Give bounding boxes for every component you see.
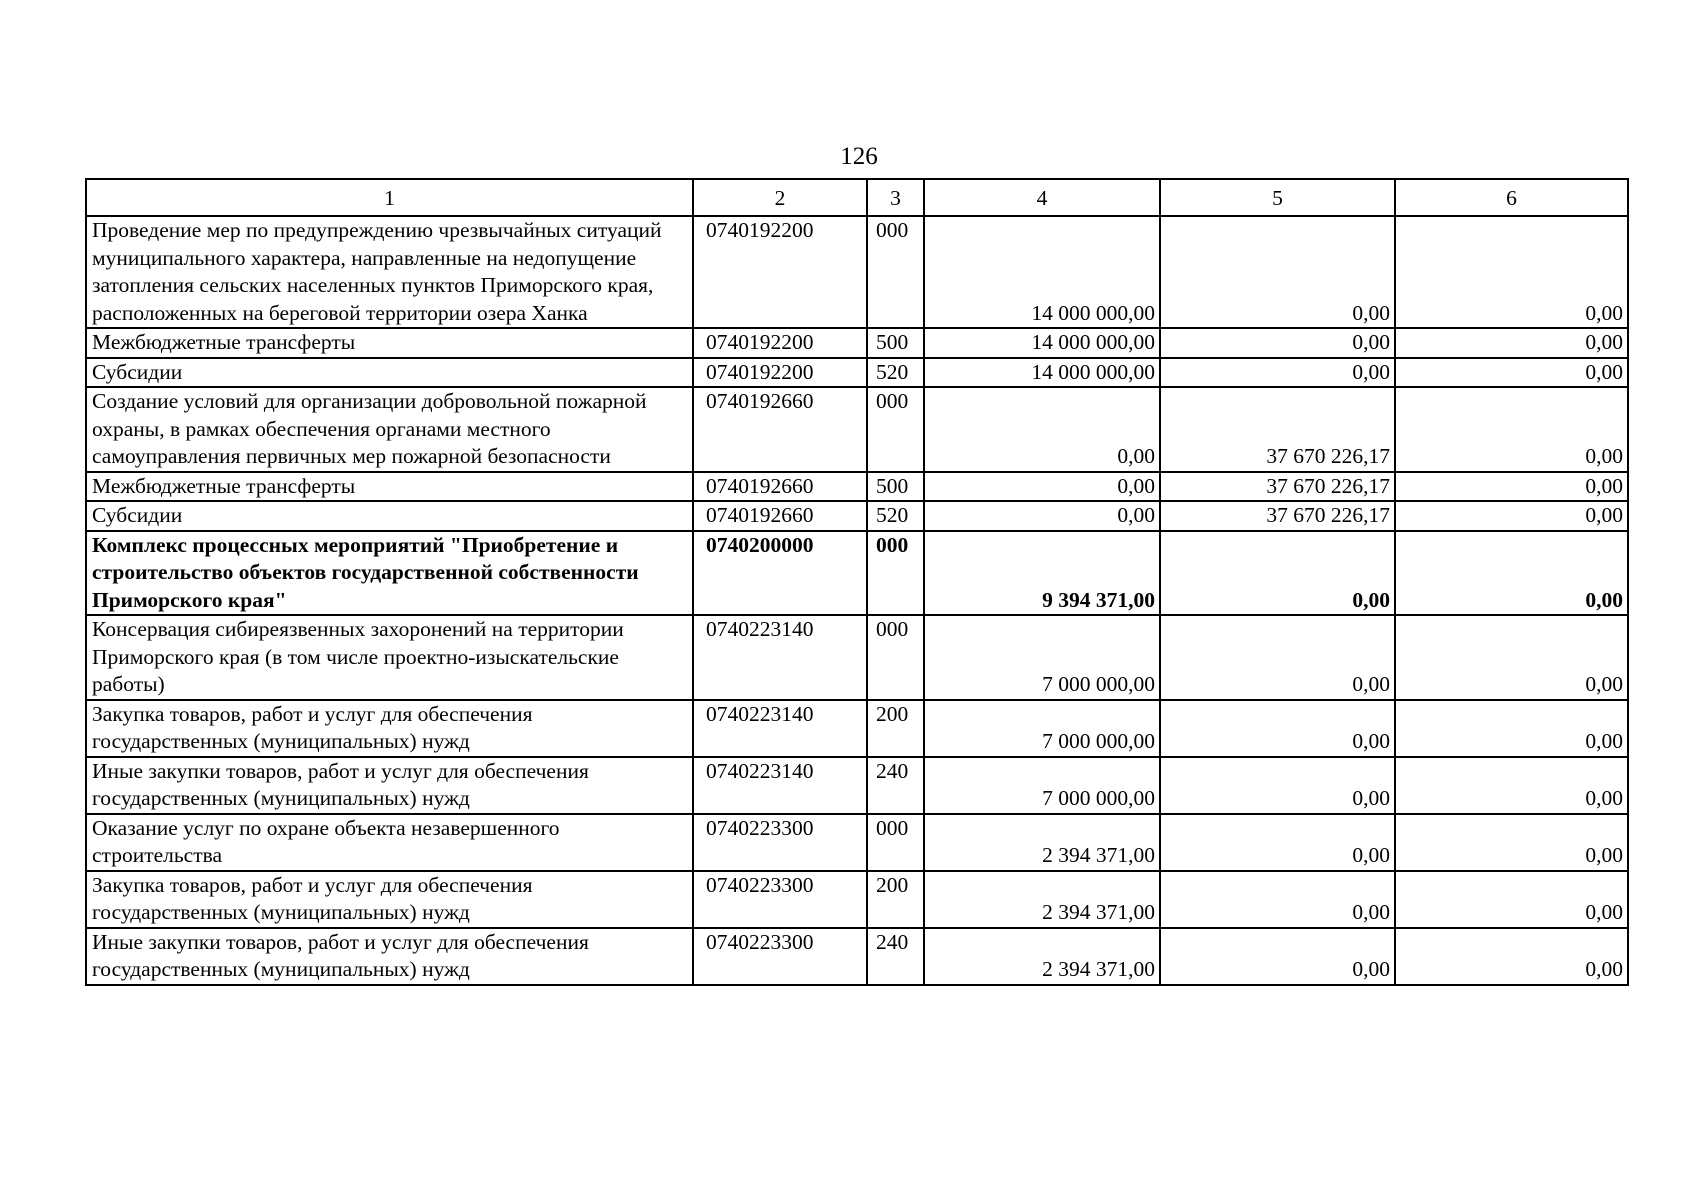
row-value-col-5: 0,00 (1160, 216, 1395, 328)
table-row (86, 928, 1628, 985)
table-body (86, 216, 1628, 985)
row-name: Субсидии (86, 501, 693, 531)
row-name: Закупка товаров, работ и услуг для обеспечения государственных (муниципальных) нужд (86, 700, 693, 757)
header-col-4: 4 (924, 179, 1160, 216)
row-value-col-6: 0,00 (1395, 501, 1628, 531)
row-name: Проведение мер по предупреждению чрезвычайных ситуаций муниципального характера, направленные на недопущение затопления сельских населенных пунктов Приморского края, расположенных на береговой территории озера Ханка (86, 216, 693, 328)
row-name: Межбюджетные трансферты (86, 472, 693, 502)
table-row (86, 871, 1628, 928)
row-value-col-6: 0,00 (1395, 216, 1628, 328)
row-type: 500 (867, 328, 924, 358)
row-value-col-6: 0,00 (1395, 472, 1628, 502)
row-value-col-5: 0,00 (1160, 328, 1395, 358)
row-value-col-4: 2 394 371,00 (924, 814, 1160, 871)
row-value-col-5: 0,00 (1160, 700, 1395, 757)
table-row (86, 328, 1628, 358)
table-row (86, 757, 1628, 814)
table-row (86, 700, 1628, 757)
row-type: 000 (867, 387, 924, 472)
row-value-col-6: 0,00 (1395, 615, 1628, 700)
row-code: 0740223300 (693, 871, 867, 928)
table-row (86, 501, 1628, 531)
row-value-col-5: 0,00 (1160, 531, 1395, 616)
row-type: 520 (867, 358, 924, 388)
row-value-col-4: 14 000 000,00 (924, 328, 1160, 358)
row-name: Иные закупки товаров, работ и услуг для обеспечения государственных (муниципальных) нужд (86, 928, 693, 985)
row-value-col-4: 0,00 (924, 387, 1160, 472)
row-value-col-6: 0,00 (1395, 358, 1628, 388)
row-value-col-5: 37 670 226,17 (1160, 472, 1395, 502)
row-type: 200 (867, 700, 924, 757)
row-name: Закупка товаров, работ и услуг для обеспечения государственных (муниципальных) нужд (86, 871, 693, 928)
row-type: 520 (867, 501, 924, 531)
row-name: Иные закупки товаров, работ и услуг для обеспечения государственных (муниципальных) нужд (86, 757, 693, 814)
row-code: 0740223140 (693, 615, 867, 700)
header-col-6: 6 (1395, 179, 1628, 216)
row-value-col-4: 7 000 000,00 (924, 757, 1160, 814)
row-value-col-4: 2 394 371,00 (924, 871, 1160, 928)
row-value-col-6: 0,00 (1395, 814, 1628, 871)
row-code: 0740223140 (693, 700, 867, 757)
row-value-col-5: 0,00 (1160, 928, 1395, 985)
page-number: 126 (840, 143, 878, 170)
row-value-col-6: 0,00 (1395, 328, 1628, 358)
row-value-col-4: 7 000 000,00 (924, 615, 1160, 700)
table-row (86, 615, 1628, 700)
row-code: 0740192660 (693, 472, 867, 502)
row-value-col-6: 0,00 (1395, 757, 1628, 814)
row-value-col-6: 0,00 (1395, 700, 1628, 757)
row-code: 0740192660 (693, 387, 867, 472)
row-value-col-4: 14 000 000,00 (924, 216, 1160, 328)
row-value-col-6: 0,00 (1395, 928, 1628, 985)
table-row (86, 387, 1628, 472)
row-value-col-5: 37 670 226,17 (1160, 387, 1395, 472)
row-code: 0740192200 (693, 358, 867, 388)
row-name: Межбюджетные трансферты (86, 328, 693, 358)
row-name: Оказание услуг по охране объекта незавершенного строительства (86, 814, 693, 871)
row-type: 500 (867, 472, 924, 502)
header-col-2: 2 (693, 179, 867, 216)
row-value-col-5: 37 670 226,17 (1160, 501, 1395, 531)
row-type: 000 (867, 615, 924, 700)
row-value-col-6: 0,00 (1395, 871, 1628, 928)
header-col-5: 5 (1160, 179, 1395, 216)
row-code: 0740223140 (693, 757, 867, 814)
table-row (86, 814, 1628, 871)
row-code: 0740192200 (693, 328, 867, 358)
row-type: 240 (867, 757, 924, 814)
row-name: Субсидии (86, 358, 693, 388)
row-code: 0740192660 (693, 501, 867, 531)
row-name: Комплекс процессных мероприятий "Приобретение и строительство объектов государственной собственности Приморского края" (86, 531, 693, 616)
row-value-col-4: 0,00 (924, 472, 1160, 502)
row-value-col-5: 0,00 (1160, 814, 1395, 871)
row-value-col-4: 0,00 (924, 501, 1160, 531)
table-row (86, 531, 1628, 616)
row-value-col-5: 0,00 (1160, 757, 1395, 814)
row-type: 000 (867, 531, 924, 616)
row-value-col-4: 9 394 371,00 (924, 531, 1160, 616)
row-value-col-4: 7 000 000,00 (924, 700, 1160, 757)
table-row (86, 358, 1628, 388)
row-value-col-6: 0,00 (1395, 387, 1628, 472)
row-value-col-5: 0,00 (1160, 871, 1395, 928)
row-type: 000 (867, 814, 924, 871)
row-value-col-6: 0,00 (1395, 531, 1628, 616)
row-name: Консервация сибиреязвенных захоронений на территории Приморского края (в том числе проектно-изыскательские работы) (86, 615, 693, 700)
header-row (86, 179, 1628, 216)
row-type: 000 (867, 216, 924, 328)
row-code: 0740223300 (693, 928, 867, 985)
row-value-col-4: 14 000 000,00 (924, 358, 1160, 388)
row-name: Создание условий для организации добровольной пожарной охраны, в рамках обеспечения органами местного самоуправления первичных мер пожарной безопасности (86, 387, 693, 472)
header-col-3: 3 (867, 179, 924, 216)
table-row (86, 216, 1628, 328)
row-type: 240 (867, 928, 924, 985)
row-value-col-5: 0,00 (1160, 615, 1395, 700)
row-code: 0740192200 (693, 216, 867, 328)
table-row (86, 472, 1628, 502)
budget-table (85, 178, 1629, 986)
row-value-col-4: 2 394 371,00 (924, 928, 1160, 985)
row-value-col-5: 0,00 (1160, 358, 1395, 388)
table-header (86, 179, 1628, 216)
header-col-1: 1 (86, 179, 693, 216)
row-code: 0740223300 (693, 814, 867, 871)
row-type: 200 (867, 871, 924, 928)
row-code: 0740200000 (693, 531, 867, 616)
